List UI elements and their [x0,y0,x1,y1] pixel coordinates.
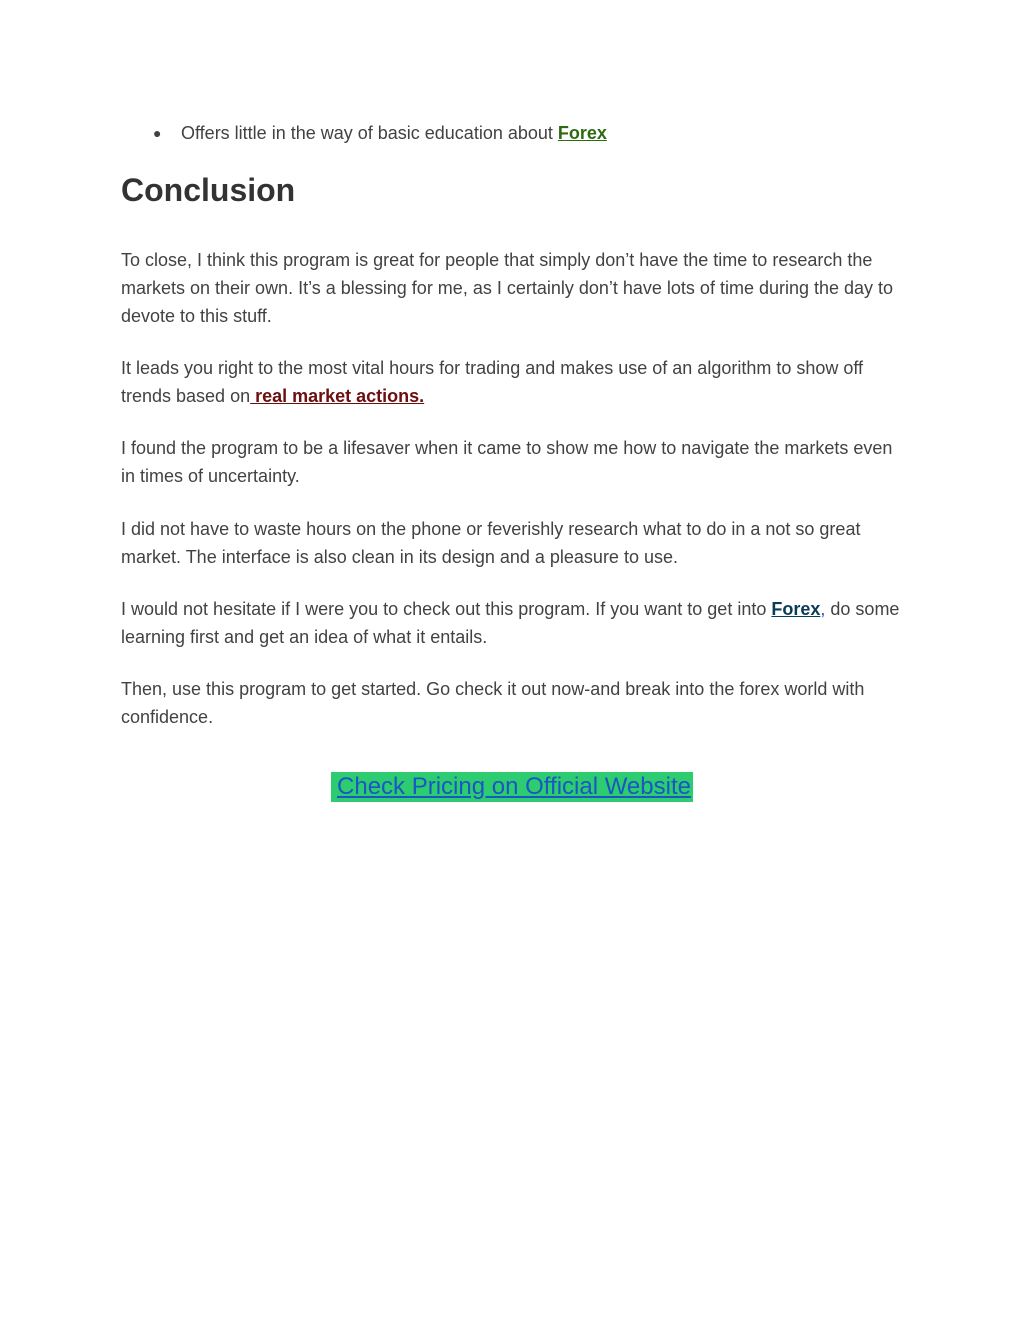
check-pricing-button[interactable]: Check Pricing on Official Website [331,772,693,802]
bullet-text: Offers little in the way of basic education about [181,123,558,143]
paragraph-3: I found the program to be a lifesaver when it came to show me how to navigate the markets even in times of uncertainty. [121,438,893,486]
paragraph-5-text: I would not hesitate if I were you to check out this program. If you want to get into [121,599,772,619]
paragraph-4: I did not have to waste hours on the phone or feverishly research what to do in a not so great market. The interface is also clean in its design and a pleasure to use. [121,519,861,567]
paragraph-6: Then, use this program to get started. Go check it out now-and break into the forex world with confidence. [121,679,865,727]
cta-container [121,772,903,802]
forex-link-2[interactable]: Forex [771,599,821,619]
paragraph-1: To close, I think this program is great for people that simply don’t have the time to research the markets on their own. It’s a blessing for me, as I certainly don’t have lots of time during the day to devote to this stuff. [121,250,894,326]
real-market-actions-link[interactable]: real market actions. [250,386,425,406]
paragraph-5 [121,595,911,651]
paragraph-2-text: It leads you right to the most vital hours for trading and makes use of an algorithm to show off trends based on [121,358,864,406]
forex-link-comma: , [820,599,826,619]
bullet-marker: ● [153,125,162,141]
bullet-item [153,120,607,146]
paragraph-5-rest: do some learning first and get an idea of what it entails. [121,599,900,647]
forex-link[interactable]: Forex [557,123,607,143]
paragraph-2 [121,354,911,410]
section-heading: Conclusion [121,172,296,208]
